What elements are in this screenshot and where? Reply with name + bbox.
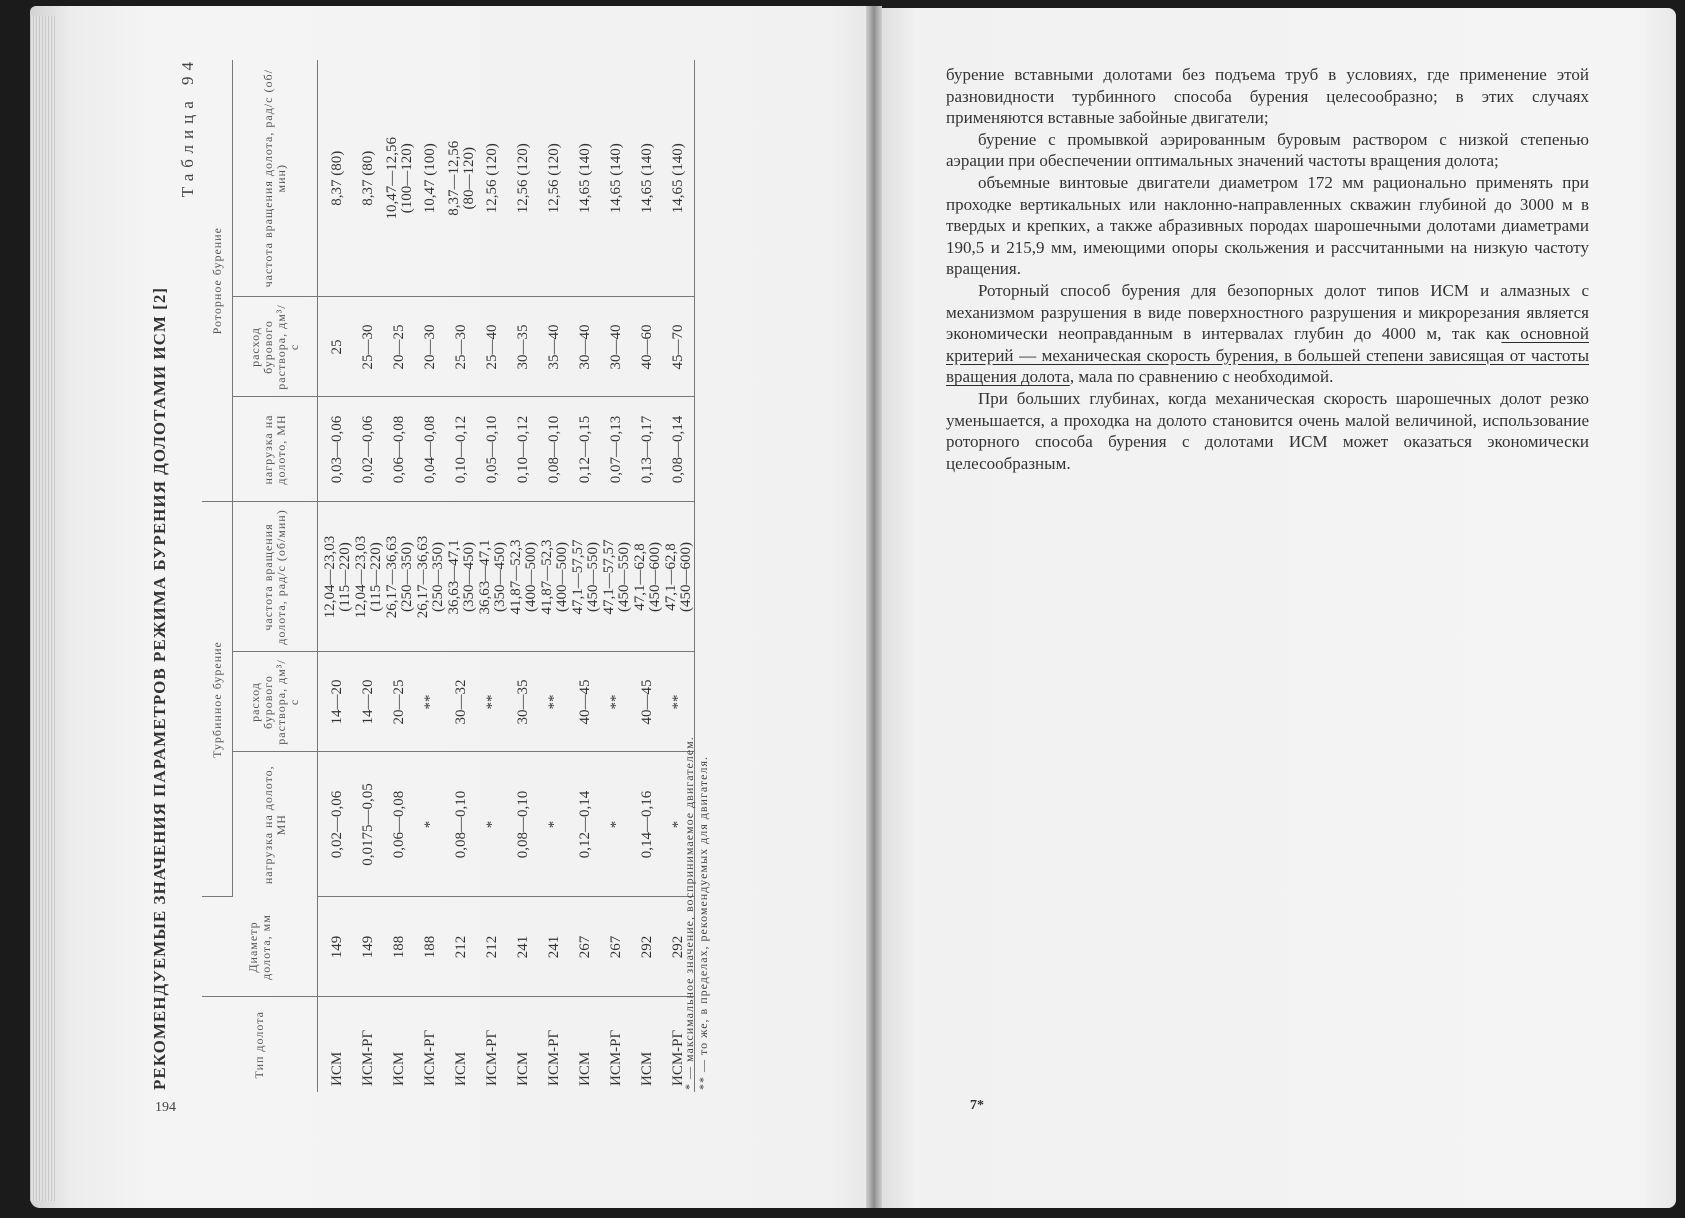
underlined-phrase: к основной критерий — механическая скорость бурения, в большей степени зависящая от частоты вращения долота [946, 324, 1589, 387]
cell-value: 292 [639, 935, 655, 959]
cell-t-speed [477, 502, 508, 652]
cell-value: 0,13—0,17 [639, 415, 655, 484]
cell-r-speed [318, 60, 354, 297]
cell-r-flow [601, 297, 632, 397]
cell-value: ** [422, 694, 438, 710]
cell-value: ИСМ [329, 1051, 345, 1086]
cell-t-load [353, 752, 384, 897]
cell-value: 14—20 [329, 679, 345, 725]
cell-value: 14,65 (140) [670, 143, 686, 214]
cell-value: 0,12—0,14 [577, 790, 593, 859]
header-rotary-speed: частота вращения долота, рад/с (об/мин) [233, 60, 318, 297]
paragraph-5: При больших глубинах, когда механическая скорость шарошечных долот резко уменьшается, а проходка на долото становится очень малой величиной, использование роторного способа бурения с долотами ИСМ может оказаться экономически целесообразным. [946, 388, 1589, 473]
cell-value: 47,1—57,57 [600, 539, 617, 615]
cell-t-load [570, 752, 601, 897]
cell-type [477, 997, 508, 1092]
paragraph-1: бурение вставными долотами без подъема труб в условиях, где применение этой разновидности турбинного способа бурения целесообразно; в этих случаях применяются вставные забойные двигатели; [946, 65, 1589, 128]
cell-value: 40—60 [639, 324, 655, 370]
cell-r-load [539, 397, 570, 502]
cell-value: * [670, 820, 686, 829]
cell-type [353, 997, 384, 1092]
table-row [415, 60, 446, 1092]
cell-diameter [570, 897, 601, 997]
cell-t-speed [632, 502, 663, 652]
cell-value-rpm: (450—600) [677, 542, 694, 612]
cell-r-flow [632, 297, 663, 397]
cell-type [601, 997, 632, 1092]
cell-r-load [663, 397, 695, 502]
cell-r-speed [415, 60, 446, 297]
cell-value: 36,63—47,1 [445, 539, 462, 615]
paragraph-4-end: , мала по сравнению с необходимой. [1069, 367, 1334, 387]
table-row [353, 60, 384, 1092]
cell-r-flow [663, 297, 695, 397]
cell-value: 8,37 (80) [329, 150, 345, 206]
cell-r-flow [446, 297, 477, 397]
cell-value-rpm: (450—550) [584, 542, 601, 612]
cell-value: 30—40 [577, 324, 593, 370]
cell-value: 30—32 [453, 679, 469, 725]
cell-value: 241 [546, 935, 562, 959]
footnote-1: * — максимальное значение, воспринимаемое двигателем. [682, 736, 696, 1090]
cell-t-flow [384, 652, 415, 752]
cell-value: 40—45 [577, 679, 593, 725]
cell-value: 26,17—36,63 [414, 535, 431, 619]
header-rotary-group: Роторное бурение [202, 60, 233, 502]
book-gutter [866, 6, 882, 1208]
cell-r-flow [384, 297, 415, 397]
cell-value-rpm: (115—220) [367, 542, 384, 612]
cell-r-speed [632, 60, 663, 297]
cell-value: ** [608, 694, 624, 710]
cell-value-rpm: (350—450) [491, 542, 508, 612]
cell-value: ИСМ-РГ [360, 1029, 376, 1086]
cell-value: 149 [360, 935, 376, 959]
cell-t-flow [539, 652, 570, 752]
table-row [539, 60, 570, 1092]
cell-type [632, 997, 663, 1092]
cell-t-load [384, 752, 415, 897]
cell-r-load [384, 397, 415, 502]
cell-type [570, 997, 601, 1092]
cell-r-speed [508, 60, 539, 297]
cell-value: ИСМ [639, 1051, 655, 1086]
cell-value: 0,10—0,12 [515, 415, 531, 484]
cell-r-speed [663, 60, 695, 297]
cell-value: 267 [577, 935, 593, 959]
cell-t-speed [570, 502, 601, 652]
cell-t-flow [353, 652, 384, 752]
cell-t-load [539, 752, 570, 897]
cell-value: 14,65 (140) [608, 143, 624, 214]
cell-value: 0,08—0,14 [670, 415, 686, 484]
cell-r-load [415, 397, 446, 502]
page-number-right: 7* [970, 1098, 984, 1113]
cell-value: 41,87—52,3 [538, 539, 555, 615]
page-edges [30, 16, 56, 1201]
cell-value: * [546, 820, 562, 829]
cell-t-flow [601, 652, 632, 752]
cell-value: 12,04—23,03 [321, 535, 338, 619]
cell-value: 40—45 [639, 679, 655, 725]
cell-diameter [415, 897, 446, 997]
cell-t-flow [446, 652, 477, 752]
cell-r-load [601, 397, 632, 502]
cell-value: 8,37—12,56 [445, 140, 462, 216]
header-turbine-group: Турбинное бурение [202, 502, 233, 897]
cell-r-speed [384, 60, 415, 297]
page-number-left: 194 [155, 1100, 176, 1115]
cell-t-speed [539, 502, 570, 652]
table-body [318, 60, 695, 1092]
table-row [508, 60, 539, 1092]
cell-r-speed [570, 60, 601, 297]
cell-diameter [508, 897, 539, 997]
cell-value: 0,08—0,10 [546, 415, 562, 484]
cell-value: * [422, 820, 438, 829]
cell-r-speed [539, 60, 570, 297]
cell-value-rpm: (115—220) [336, 542, 353, 612]
cell-t-load [601, 752, 632, 897]
cell-value: 25—40 [484, 324, 500, 370]
cell-type [508, 997, 539, 1092]
cell-value-rpm: (450—550) [615, 542, 632, 612]
cell-value: 0,12—0,15 [577, 415, 593, 484]
paragraph-2: бурение с промывкой аэрированным буровым раствором с низкой степенью аэрации при обеспечении оптимальных значений частоты вращения долота; [946, 129, 1589, 171]
cell-value: ИСМ-РГ [608, 1029, 624, 1086]
cell-r-flow [318, 297, 354, 397]
cell-value: 14—20 [360, 679, 376, 725]
cell-r-load [477, 397, 508, 502]
cell-value: 0,08—0,10 [515, 790, 531, 859]
table-row [446, 60, 477, 1092]
cell-r-load [508, 397, 539, 502]
cell-t-load [318, 752, 354, 897]
table-title: РЕКОМЕНДУЕМЫЕ ЗНАЧЕНИЯ ПАРАМЕТРОВ РЕЖИМА БУРЕНИЯ ДОЛОТАМИ ИСМ [2] [150, 287, 169, 1090]
cell-value: 0,05—0,10 [484, 415, 500, 484]
cell-value: ИСМ [515, 1051, 531, 1086]
paragraph-4-start: Роторный способ бурения для безопорных долот типов ИСМ и алмазных с механизмом разрушения в виде поверхностного разрушения и микрорезания является экономически неоправданным в интервалах глубин до 4000 м, так ка [946, 280, 1589, 344]
cell-value: 212 [484, 935, 500, 959]
cell-r-flow [477, 297, 508, 397]
cell-r-flow [539, 297, 570, 397]
cell-value: 12,56 (120) [515, 143, 531, 214]
cell-value: 30—40 [608, 324, 624, 370]
cell-value: 41,87—52,3 [507, 539, 524, 615]
cell-value: ИСМ-РГ [422, 1029, 438, 1086]
cell-t-load [508, 752, 539, 897]
cell-value: 10,47 (100) [422, 143, 438, 214]
cell-value: 149 [329, 935, 345, 959]
cell-t-load [446, 752, 477, 897]
header-turbine-speed: частота вращения долота, рад/с (об/мин) [233, 502, 318, 652]
cell-value: 26,17—36,63 [383, 535, 400, 619]
cell-diameter [601, 897, 632, 997]
header-rotary-load: нагрузка на долото, МН [233, 397, 318, 502]
header-turbine-flow: расход бурового раствора, дм³/с [233, 652, 318, 752]
cell-value-rpm: (400—500) [553, 542, 570, 612]
cell-value-rpm: (400—500) [522, 542, 539, 612]
cell-t-load [477, 752, 508, 897]
cell-t-speed [601, 502, 632, 652]
drilling-parameters-table [202, 60, 695, 1092]
cell-value: 47,1—57,57 [569, 539, 586, 615]
cell-value: 25—30 [360, 324, 376, 370]
cell-value: 0,02—0,06 [360, 415, 376, 484]
cell-t-flow [477, 652, 508, 752]
cell-value: 12,56 (120) [484, 143, 500, 214]
cell-value: 267 [608, 935, 624, 959]
cell-t-speed [508, 502, 539, 652]
cell-r-flow [415, 297, 446, 397]
header-turbine-load: нагрузка на долото, МН [233, 752, 318, 897]
paragraph-4 [946, 280, 1589, 388]
header-diameter: Диаметр долота, мм [202, 897, 318, 997]
cell-value: ИСМ-РГ [484, 1029, 500, 1086]
table-footnotes [682, 736, 710, 1090]
cell-value: 10,47—12,56 [383, 136, 400, 220]
cell-value: 25—30 [453, 324, 469, 370]
cell-t-speed [384, 502, 415, 652]
cell-value: 0,0175—0,05 [360, 783, 376, 866]
table-row [601, 60, 632, 1092]
cell-value: 212 [453, 935, 469, 959]
cell-value: 20—25 [391, 679, 407, 725]
cell-value: * [484, 820, 500, 829]
cell-value: 188 [391, 935, 407, 959]
cell-value: 14,65 (140) [577, 143, 593, 214]
cell-diameter [477, 897, 508, 997]
cell-t-speed [415, 502, 446, 652]
cell-value: 20—25 [391, 324, 407, 370]
cell-value: 0,04—0,08 [422, 415, 438, 484]
cell-value: ИСМ-РГ [670, 1029, 686, 1086]
cell-value: 47,1—62,8 [662, 543, 679, 611]
cell-value: 30—35 [515, 679, 531, 725]
cell-value: 47,1—62,8 [631, 543, 648, 611]
cell-value: 188 [422, 935, 438, 959]
cell-t-speed [318, 502, 354, 652]
cell-r-load [353, 397, 384, 502]
cell-t-flow [318, 652, 354, 752]
cell-value: 292 [670, 935, 686, 959]
cell-value: ИСМ [453, 1051, 469, 1086]
cell-diameter [539, 897, 570, 997]
cell-r-flow [353, 297, 384, 397]
cell-r-speed [446, 60, 477, 297]
rotated-table-page [150, 50, 805, 1100]
cell-value: 241 [515, 935, 531, 959]
cell-t-flow [415, 652, 446, 752]
cell-value: ИСМ-РГ [546, 1029, 562, 1086]
cell-diameter [384, 897, 415, 997]
cell-t-speed [353, 502, 384, 652]
cell-r-load [446, 397, 477, 502]
cell-value: 8,37 (80) [360, 150, 376, 206]
cell-diameter [318, 897, 354, 997]
paragraph-3: объемные винтовые двигатели диаметром 172 мм рационально применять при проходке вертикальных или наклонно-направленных скважин глубиной до 3000 м в твердых и крепких, а также абразивных породах шарошечными долотами диаметрами 190,5 и 215,9 мм, имеющими опоры скольжения и рассчитанными на низкую частоту вращения. [946, 172, 1589, 279]
cell-r-speed [601, 60, 632, 297]
cell-t-flow [508, 652, 539, 752]
cell-diameter [446, 897, 477, 997]
cell-value: 0,07—0,13 [608, 415, 624, 484]
cell-value: 12,56 (120) [546, 143, 562, 214]
cell-type [318, 997, 354, 1092]
cell-type [384, 997, 415, 1092]
cell-value: 25 [329, 339, 345, 355]
cell-diameter [632, 897, 663, 997]
cell-value: 0,06—0,08 [391, 790, 407, 859]
cell-value: 0,03—0,06 [329, 415, 345, 484]
cell-value-rpm: (100—120) [398, 143, 415, 214]
table-row [384, 60, 415, 1092]
cell-value: 0,14—0,16 [639, 790, 655, 859]
cell-value-rpm: (250—350) [398, 542, 415, 612]
footnote-2: ** — то же, в пределах, рекомендуемых для двигателя. [696, 756, 710, 1090]
cell-r-load [318, 397, 354, 502]
cell-r-flow [570, 297, 601, 397]
cell-t-speed [446, 502, 477, 652]
cell-t-flow [632, 652, 663, 752]
cell-t-load [415, 752, 446, 897]
cell-type [446, 997, 477, 1092]
cell-value: 45—70 [670, 324, 686, 370]
cell-value: 20—30 [422, 324, 438, 370]
cell-value: 36,63—47,1 [476, 539, 493, 615]
cell-value-rpm: (80—120) [460, 146, 477, 210]
header-type: Тип долота [202, 997, 318, 1092]
cell-value: 14,65 (140) [639, 143, 655, 214]
cell-r-flow [508, 297, 539, 397]
cell-value: 0,02—0,06 [329, 790, 345, 859]
cell-value: ** [546, 694, 562, 710]
cell-diameter [353, 897, 384, 997]
cell-value: 0,08—0,10 [453, 790, 469, 859]
cell-value: * [608, 820, 624, 829]
cell-type [415, 997, 446, 1092]
cell-value: ИСМ [391, 1051, 407, 1086]
cell-value-rpm: (450—600) [646, 542, 663, 612]
cell-r-speed [477, 60, 508, 297]
table-row [318, 60, 354, 1092]
header-rotary-flow: расход бурового раствора, дм³/с [233, 297, 318, 397]
cell-value: 12,04—23,03 [352, 535, 369, 619]
cell-value: ИСМ [577, 1051, 593, 1086]
table-row [632, 60, 663, 1092]
table-row [477, 60, 508, 1092]
cell-r-load [632, 397, 663, 502]
cell-value: ** [484, 694, 500, 710]
cell-t-speed [663, 502, 695, 652]
cell-value: 0,06—0,08 [391, 415, 407, 484]
cell-value: ** [670, 694, 686, 710]
cell-r-speed [353, 60, 384, 297]
cell-value: 0,10—0,12 [453, 415, 469, 484]
cell-value-rpm: (350—450) [460, 542, 477, 612]
body-text [946, 64, 1589, 474]
cell-value-rpm: (250—350) [429, 542, 446, 612]
table-label: Таблица 94 [178, 56, 197, 198]
cell-value: 35—40 [546, 324, 562, 370]
cell-r-load [570, 397, 601, 502]
table-row [570, 60, 601, 1092]
cell-t-load [632, 752, 663, 897]
cell-t-flow [570, 652, 601, 752]
cell-type [539, 997, 570, 1092]
cell-value: 30—35 [515, 324, 531, 370]
